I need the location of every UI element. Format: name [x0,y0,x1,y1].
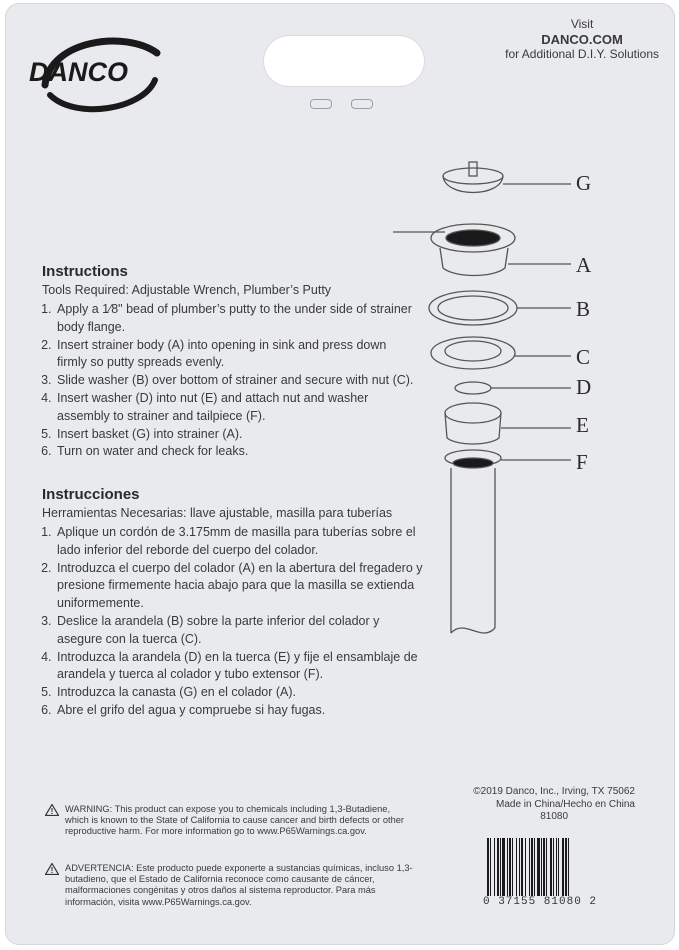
list-item: 1. Apply a 1⁄8" bead of plumber’s putty to the under side of strainer body flange. [55,301,415,337]
visit-tagline: for Additional D.I.Y. Solutions [505,47,659,61]
instrucciones-title: Instrucciones [42,486,140,503]
warning-triangle-icon [45,804,59,816]
copyright-block [473,786,635,824]
logo-text: DANCO [29,57,128,87]
hang-hole [263,35,425,87]
advertencia-text: ADVERTENCIA: Este producto puede exponerte a sustancias químicas, incluso 1,3-butadieno, que el Estado de California reconoce como causante de cáncer, malformaciones congénitas y otros daños al sistema reproductor. Para más información, visita www.P65Warnings.ca.gov. [65,863,413,907]
list-item: 2. Introduzca el cuerpo del colador (A) en la abertura del fregadero y presione firmemente hacia abajo para que la masilla se extienda uniformemente. [55,560,423,613]
visit-label: Visit [570,17,594,31]
copyright-line: ©2019 Danco, Inc., Irving, TX 75062 [473,786,635,797]
list-item: 6. Turn on water and check for leaks. [55,443,415,461]
part-label-g: G [576,171,592,195]
barcode-digits: 0 37155 81080 2 [483,896,598,908]
visit-block [505,17,659,62]
list-item: 2. Insert strainer body (A) into opening in sink and press down firmly so putty spreads evenly. [55,337,415,373]
part-label-c: C [576,345,591,369]
part-label-b: B [576,297,591,321]
warning-text: WARNING: This product can expose you to chemicals including 1,3-Butadiene, which is known to the State of California to cause cancer and birth defects or other reproductive harm. For more information go to www.P65Warnings.ca.gov. [65,804,405,837]
svg-text:!: ! [50,866,54,875]
part-label-d: D [576,375,592,399]
staple-clip [310,99,332,109]
list-item: 4. Insert washer (D) into nut (E) and attach nut and washer assembly to strainer and tailpiece (F). [55,390,415,426]
website-url: DANCO.COM [541,32,623,47]
instrucciones-list [27,524,423,720]
warning-es [45,863,415,908]
herramientas-necesarias: Herramientas Necesarias: llave ajustable, masilla para tuberías [42,506,393,520]
list-item: 4. Introduzca la arandela (D) en la tuerca (E) y fije el ensamblaje de arandela y tuerca al colador y tubo extensor (F). [55,649,423,685]
barcode [483,838,633,900]
part-number: 81080 [540,811,569,822]
list-item: 3. Deslice la arandela (B) sobre la parte inferior del colador y asegure con la tuerca (C). [55,613,423,649]
list-item: 5. Introduzca la canasta (G) en el colador (A). [55,684,423,702]
instructions-title: Instructions [42,263,128,280]
list-item: 3. Slide washer (B) over bottom of strainer and secure with nut (C). [55,372,415,390]
danco-logo [25,25,175,115]
tools-required: Tools Required: Adjustable Wrench, Plumber’s Putty [42,283,332,297]
list-item: 1. Aplique un cordón de 3.175mm de masilla para tuberías sobre el lado inferior del reborde del cuerpo del colador. [55,524,423,560]
part-label-f: F [576,450,588,474]
list-item: 6. Abre el grifo del agua y compruebe si hay fugas. [55,702,423,720]
part-label-a: A [576,253,592,277]
list-item: 5. Insert basket (G) into strainer (A). [55,426,415,444]
svg-text:!: ! [50,807,54,816]
warning-triangle-icon [45,863,59,875]
staple-clip [351,99,373,109]
part-label-e: E [576,413,589,437]
instructions-list [27,301,415,461]
warning-en [45,804,405,838]
made-in-line: Made in China/Hecho en China [496,798,635,810]
product-card-back [5,3,675,945]
